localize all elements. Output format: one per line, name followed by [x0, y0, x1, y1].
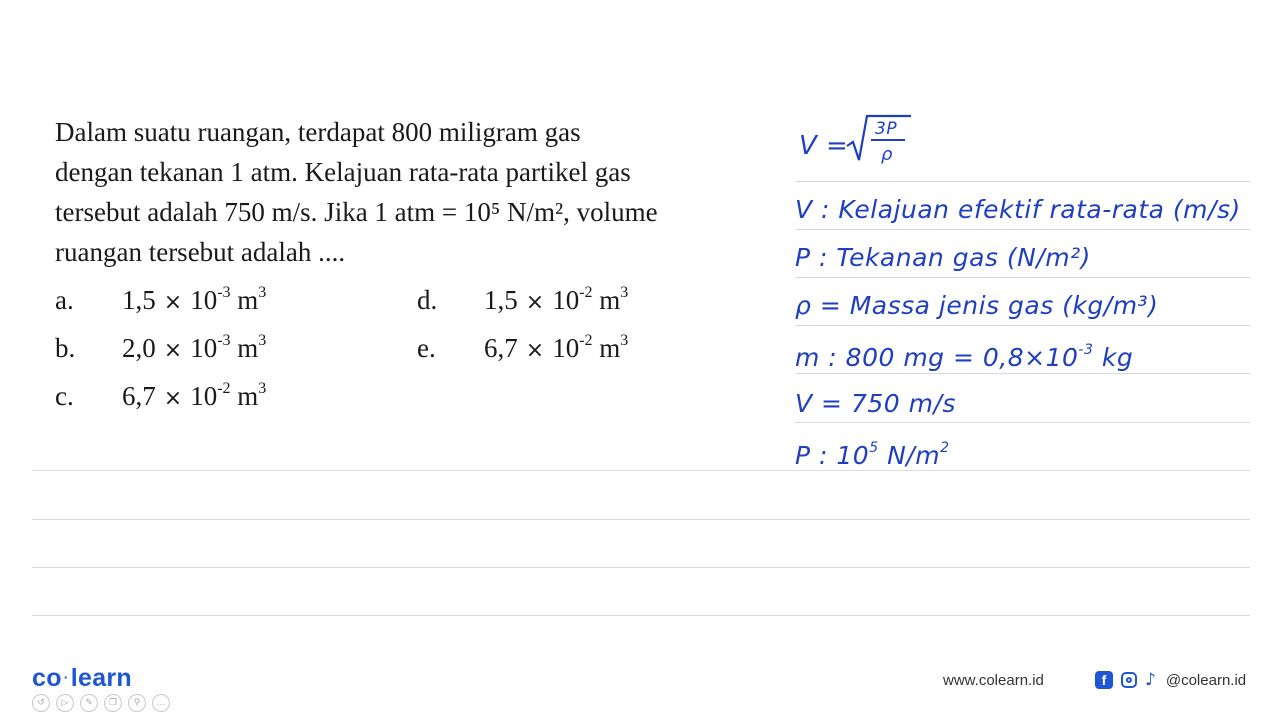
- question-line: Dalam suatu ruangan, terdapat 800 miligram gas: [55, 117, 581, 147]
- replay-icon[interactable]: ↺: [32, 694, 50, 712]
- tiktok-icon[interactable]: ♪: [1145, 670, 1156, 690]
- option-mantissa: 1,5: [122, 285, 156, 315]
- note-rho-definition: ρ = Massa jenis gas (kg/m³): [795, 291, 1159, 320]
- rule-line: [32, 470, 1250, 471]
- option-unit: m: [237, 381, 259, 411]
- play-icon[interactable]: ▷: [56, 694, 74, 712]
- question-line: ruangan tersebut adalah ....: [55, 237, 346, 267]
- pressure-unit: N/m: [878, 441, 941, 470]
- option-mantissa: 6,7: [484, 333, 518, 363]
- option-letter: a.: [55, 285, 74, 315]
- option-unit-exponent: 3: [620, 284, 629, 301]
- option-unit-exponent: 3: [258, 284, 267, 301]
- option-unit-exponent: 3: [258, 332, 267, 349]
- option-mantissa: 2,0: [122, 333, 156, 363]
- option-exponent: -3: [217, 284, 231, 301]
- option-unit: m: [599, 333, 621, 363]
- rms-formula: [795, 108, 955, 168]
- option-letter: b.: [55, 333, 76, 363]
- option-base: 10: [190, 333, 218, 363]
- player-controls: [32, 694, 170, 712]
- instagram-icon[interactable]: [1121, 672, 1137, 688]
- option-mantissa: 6,7: [122, 381, 156, 411]
- logo-co: co: [32, 664, 62, 692]
- option-unit-exponent: 3: [620, 332, 629, 349]
- copy-icon[interactable]: ❐: [104, 694, 122, 712]
- option-letter: e.: [417, 333, 436, 363]
- question-line: dengan tekanan 1 atm. Kelajuan rata-rata partikel gas: [55, 157, 631, 187]
- option-exponent: -2: [579, 284, 593, 301]
- option-letter: d.: [417, 285, 438, 315]
- option-a[interactable]: [55, 280, 266, 320]
- option-letter: c.: [55, 381, 74, 411]
- option-base: 10: [190, 285, 218, 315]
- website-url[interactable]: www.colearn.id: [943, 672, 1044, 689]
- rule-line: [795, 181, 1250, 182]
- times-sign: ×: [163, 386, 183, 411]
- times-sign: ×: [163, 290, 183, 315]
- pressure-exponent: 5: [869, 440, 879, 456]
- logo-learn: learn: [70, 664, 133, 692]
- question-line: tersebut adalah 750 m/s. Jika 1 atm = 10⁵ N/m², volume: [55, 197, 658, 227]
- option-unit: m: [237, 285, 259, 315]
- times-sign: ×: [163, 338, 183, 363]
- option-base: 10: [552, 285, 580, 315]
- edit-icon[interactable]: ✎: [80, 694, 98, 712]
- rule-line: [32, 567, 1250, 568]
- option-b[interactable]: [55, 328, 266, 368]
- option-exponent: -2: [217, 380, 231, 397]
- mass-main: m : 800 mg = 0,8×10: [795, 343, 1079, 372]
- option-base: 10: [552, 333, 580, 363]
- rule-line: [32, 519, 1250, 520]
- option-mantissa: 1,5: [484, 285, 518, 315]
- more-icon[interactable]: …: [152, 694, 170, 712]
- option-exponent: -3: [217, 332, 231, 349]
- facebook-icon[interactable]: f: [1095, 671, 1113, 689]
- option-unit-exponent: 3: [258, 380, 267, 397]
- option-unit: m: [237, 333, 259, 363]
- rule-line: [32, 615, 1250, 616]
- formula-numerator: 3P: [875, 119, 898, 139]
- formula-denominator: ρ: [881, 144, 893, 165]
- option-base: 10: [190, 381, 218, 411]
- times-sign: ×: [525, 290, 545, 315]
- note-pressure-value: [795, 436, 950, 476]
- note-velocity-value: V = 750 m/s: [795, 389, 956, 418]
- social-links: [1095, 670, 1246, 690]
- mass-unit: kg: [1093, 343, 1134, 372]
- colearn-logo: [32, 664, 132, 693]
- note-mass-value: [795, 338, 1133, 378]
- note-p-definition: P : Tekanan gas (N/m²): [795, 243, 1091, 272]
- question-text: [55, 112, 775, 272]
- option-c[interactable]: [55, 376, 266, 416]
- mass-exponent: -3: [1078, 342, 1094, 358]
- option-d[interactable]: [417, 280, 628, 320]
- pressure-main: P : 10: [795, 441, 870, 470]
- pressure-unit-exponent: 2: [940, 440, 950, 456]
- social-handle: @colearn.id: [1165, 671, 1247, 689]
- search-icon[interactable]: ⚲: [128, 694, 146, 712]
- times-sign: ×: [525, 338, 545, 363]
- option-e[interactable]: [417, 328, 628, 368]
- formula-lhs: V =: [799, 131, 849, 161]
- option-exponent: -2: [579, 332, 593, 349]
- note-v-definition: V : Kelajuan efektif rata-rata (m/s): [795, 195, 1241, 224]
- option-unit: m: [599, 285, 621, 315]
- logo-dot: ·: [63, 669, 69, 685]
